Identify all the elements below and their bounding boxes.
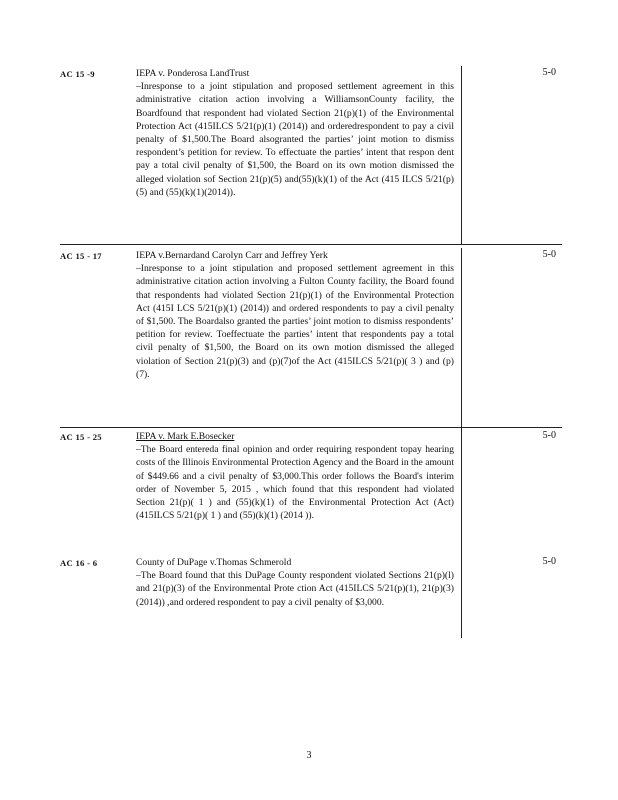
page-number: 3 <box>306 750 312 761</box>
case-summary: –Inresponse to a joint stipulation and proposed settlement agreement in this administrative citation action involving a WilliamsonCounty facility, the Boardfound that respondent had violated Section 21(p)(1) of the Environmental Protection Act (415ILCS 5/21(p)(1) (2014)) and orderedrespondent to pay a civil penalty of $1,500.The Board alsogranted the parties’ joint motion to dismiss respondent’s petition for review. To effectuate the parties’ intent that respon dent pay a total civil penalty of $1,500, the Board on its own motion dismissed the alleged violation sof Section 21(p)(5) and(55)(k)(1) of the Act (415 ILCS 5/21(p)(5) and (55)(k)(1)(2014)). <box>136 81 454 198</box>
vote-result: 5-0 <box>542 67 556 78</box>
case-title: County of DuPage v.Thomas Schmerold <box>136 557 292 568</box>
vote-result: 5-0 <box>542 556 556 567</box>
case-description <box>136 67 454 199</box>
vote-result: 5-0 <box>542 430 556 441</box>
case-summary: –The Board found that this DuPage County respondent violated Sections 21(p)(l) and 21(p)(3) of the Environmental Prote ction Act (415ILCS 5/21(p)(1), 21(p)(3) (2014)) ,and ordered respondent to pay a civil penalty of $3,000. <box>136 570 454 608</box>
case-number: AC 16 - 6 <box>60 558 98 568</box>
case-number: AC 15 - 25 <box>60 432 102 442</box>
case-description <box>136 556 454 609</box>
row-divider <box>60 244 562 245</box>
case-number: AC 15 - 17 <box>60 251 102 261</box>
column-divider <box>461 66 462 244</box>
column-divider <box>461 248 462 427</box>
case-description <box>136 430 454 522</box>
case-title: IEPA v. Ponderosa LandTrust <box>136 68 250 79</box>
case-title: IEPA v.Bernardand Carolyn Carr and Jeffrey Yerk <box>136 250 328 261</box>
vote-result: 5-0 <box>542 249 556 260</box>
case-title: IEPA v. Mark E.Bosecker <box>136 431 235 442</box>
case-number: AC 15 -9 <box>60 69 95 79</box>
column-divider <box>461 428 462 638</box>
case-summary: –Inresponse to a joint stipulation and proposed settlement agreement in this administrative citation action involving a Fulton County facility, the Board found that respondents had violated Section 21(p)(1) of the Environmental Protection Act (415I LCS 5/21(p)(1) (2014)) and ordered respondents to pay a civil penalty of $1,500. The Boardalso granted the parties’ joint motion to dismiss respondents’ petition for review. Toeffectuate the parties’ intent that respondents pay a total civil penalty of $1,500, the Board on its own motion dismissed the alleged violation of Section 21(p)(3) and (p)(7)of the Act (415ILCS 5/21(p)( 3 ) and (p)(7). <box>136 263 454 380</box>
case-description <box>136 249 454 381</box>
case-summary: –The Board entereda final opinion and order requiring respondent topay hearing costs of the Illinois Environmental Protection Agency and the Board in the amount of $449.66 and a civil penalty of $3,000.This order follows the Board's interim order of November 5, 2015 , which found that this respondent had violated Section 21(p)( 1 ) and (55)(k)(1) of the Environmental Protection Act (Act) (415ILCS 5/21(p)( 1 ) and (55)(k)(1) (2014 )). <box>136 444 454 522</box>
row-divider <box>60 427 562 428</box>
